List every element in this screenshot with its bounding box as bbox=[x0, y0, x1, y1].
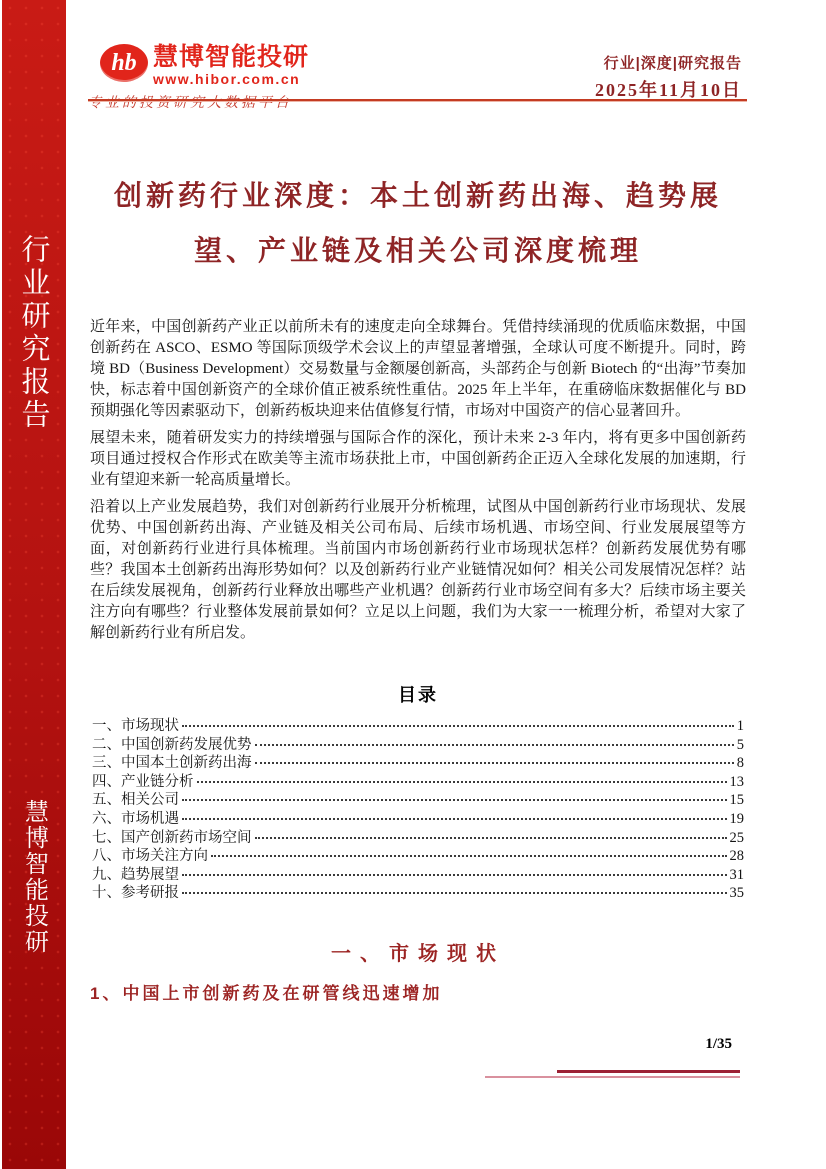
toc-item-9[interactable] bbox=[92, 863, 744, 882]
toc-item-5[interactable] bbox=[92, 788, 744, 807]
toc-item-page: 25 bbox=[729, 829, 744, 846]
toc-item-7[interactable] bbox=[92, 826, 744, 845]
report-date: 2025年11月10日 bbox=[594, 80, 742, 100]
paragraph-1: 近年来，中国创新药产业正以前所未有的速度走向全球舞台。凭借持续涌现的优质临床数据，中国创新药在 ASCO、ESMO 等国际顶级学术会议上的声望显著增强，全球认可度不断提升。同时，跨境 BD（Business Development）交易数量与金额屡创新高，头部药企与创新 Biotech 的“出海”节奏加快，标志着中国创新资产的全球价值正被系统性重估。2025 年上半年，在重磅临床数据催化与 BD 预期强化等因素驱动下，创新药板块迎来估值修复行情，市场对中国资产的信心显著回升。 bbox=[90, 319, 746, 419]
page-number: 1/35 bbox=[705, 1036, 732, 1052]
paragraph-3: 沿着以上产业发展趋势，我们对创新药行业展开分析梳理，试图从中国创新药行业市场现状、发展优势、中国创新药出海、产业链及相关公司布局、后续市场机遇、市场空间、行业发展展望等方面，对创新药行业进行具体梳理。当前国内市场创新药行业市场现状怎样？创新药发展优势有哪些？我国本土创新药出海形势如何？以及创新药行业产业链情况如何？相关公司发展情况怎样？站在后续发展视角，创新药行业释放出哪些产业机遇？创新药行业市场空间有多大？后续市场主要关注方向有哪些？行业整体发展前景如何？立足以上问题，我们为大家一一梳理分析，希望对大家了解创新药行业有所启发。 bbox=[90, 499, 746, 641]
toc-dot-leader bbox=[255, 837, 727, 839]
toc-heading: 目录 bbox=[398, 685, 438, 705]
footer-divider-thick bbox=[557, 1070, 740, 1073]
toc-item-label: 四、产业链分析 bbox=[92, 773, 194, 790]
brand-name: 慧博智能投研 bbox=[153, 43, 310, 71]
toc-item-page: 13 bbox=[729, 773, 744, 790]
toc-dot-leader bbox=[182, 799, 727, 801]
toc-item-page: 35 bbox=[729, 885, 744, 902]
brand-slogan: 专业的投资研究大数据平台 bbox=[88, 96, 292, 111]
subsection-heading-pipeline-growth: 1、中国上市创新药及在研管线迅速增加 bbox=[90, 984, 443, 1003]
left-red-banner bbox=[2, 0, 66, 1169]
toc-item-label: 十、参考研报 bbox=[92, 885, 179, 902]
footer-divider-thin bbox=[485, 1076, 740, 1078]
toc-item-page: 1 bbox=[736, 718, 744, 734]
toc-item-page: 19 bbox=[729, 810, 744, 827]
table-of-contents bbox=[92, 681, 744, 900]
report-type-label: 行业|深度|研究报告 bbox=[603, 55, 742, 72]
toc-item-label: 五、相关公司 bbox=[92, 792, 179, 809]
toc-item-8[interactable] bbox=[92, 844, 744, 863]
banner-vertical-text-brand: 慧博智能投研 bbox=[20, 799, 48, 955]
toc-dot-leader bbox=[197, 781, 727, 783]
report-meta bbox=[595, 52, 742, 102]
toc-item-label: 六、市场机遇 bbox=[92, 810, 179, 827]
page-title-line2: 望、产业链及相关公司深度梳理 bbox=[193, 235, 642, 266]
toc-item-page: 15 bbox=[729, 792, 744, 809]
toc-dot-leader bbox=[182, 892, 727, 894]
toc-item-2[interactable] bbox=[92, 733, 744, 752]
toc-item-page: 5 bbox=[736, 736, 744, 753]
toc-item-label: 七、国产创新药市场空间 bbox=[92, 829, 252, 846]
header-divider bbox=[88, 99, 747, 102]
brand-url: www.hibor.com.cn bbox=[153, 71, 301, 87]
toc-item-10[interactable] bbox=[92, 881, 744, 900]
toc-item-label: 三、中国本土创新药出海 bbox=[92, 755, 252, 772]
abstract-text bbox=[90, 317, 746, 650]
toc-item-page: 31 bbox=[729, 866, 744, 883]
toc-item-label: 八、市场关注方向 bbox=[92, 848, 208, 865]
toc-item-label: 一、市场现状 bbox=[92, 718, 179, 734]
toc-item-6[interactable] bbox=[92, 807, 744, 826]
toc-dot-leader bbox=[211, 855, 727, 857]
hibor-logo-icon: hb bbox=[100, 44, 148, 82]
page-title bbox=[90, 168, 746, 278]
toc-dot-leader bbox=[182, 725, 734, 727]
brand-logo bbox=[88, 43, 310, 111]
toc-dot-leader bbox=[182, 818, 727, 820]
section-heading-market-status: 一、市场现状 bbox=[331, 943, 505, 965]
page-title-line1: 创新药行业深度：本土创新药出海、趋势展 bbox=[113, 180, 722, 211]
toc-item-page: 28 bbox=[729, 848, 744, 865]
toc-dot-leader bbox=[182, 874, 727, 876]
toc-dot-leader bbox=[255, 762, 734, 764]
toc-dot-leader bbox=[255, 744, 734, 746]
toc-item-label: 二、中国创新药发展优势 bbox=[92, 736, 252, 753]
toc-item-label: 九、趋势展望 bbox=[92, 866, 179, 883]
banner-vertical-text-report-type: 行业研究报告 bbox=[17, 234, 50, 432]
toc-item-4[interactable] bbox=[92, 770, 744, 789]
toc-item-page: 8 bbox=[736, 755, 744, 772]
toc-item-1[interactable] bbox=[92, 714, 744, 733]
toc-item-3[interactable] bbox=[92, 751, 744, 770]
paragraph-2: 展望未来，随着研发实力的持续增强与国际合作的深化，预计未来 2-3 年内，将有更多中国创新药项目通过授权合作形式在欧美等主流市场获批上市，中国创新药企正迈入全球化发展的加速期，行业有望迎来新一轮高质量增长。 bbox=[90, 430, 746, 488]
